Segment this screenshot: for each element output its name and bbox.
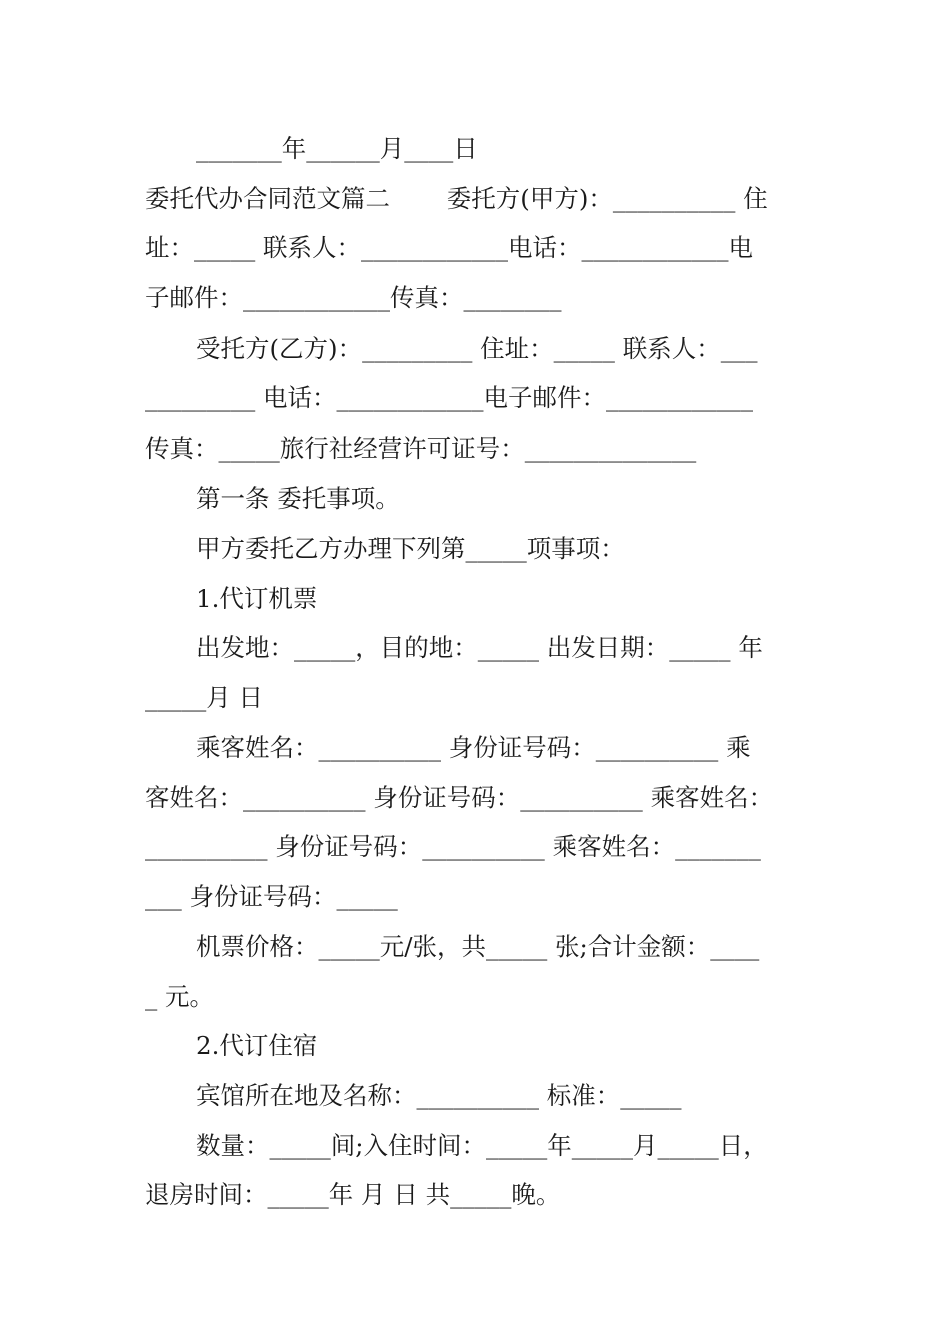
hotel-name-standard-line: 宾馆所在地及名称：__________ 标准：_____ <box>196 1081 682 1110</box>
checkout-line: 退房时间：_____年 月 日 共_____晚。 <box>145 1180 561 1209</box>
agent-fax-license: 传真：_____旅行社经营许可证号：______________ <box>145 434 697 463</box>
ticket-price-line: 机票价格：_____元/张，共_____ 张;合计金额：____ <box>196 932 760 961</box>
principal-address-contact-phone: 址：_____ 联系人：____________电话：____________电 <box>145 233 754 262</box>
section-ticket-heading: 1.代订机票 <box>196 584 318 613</box>
room-checkin-line: 数量：_____间;入住时间：_____年_____月_____日， <box>196 1131 768 1160</box>
section-hotel-heading: 2.代订住宿 <box>196 1031 318 1060</box>
passenger-line-3: __________ 身份证号码：__________ 乘客姓名：_______ <box>145 832 761 861</box>
principal-email-fax: 子邮件：____________传真：________ <box>145 283 562 312</box>
entrusted-items-line: 甲方委托乙方办理下列第_____项事项： <box>196 534 625 563</box>
contract-title-and-principal: 委托代办合同范文篇二 委托方(甲方)：__________ 住 <box>145 184 768 213</box>
passenger-line-4: ___ 身份证号码：_____ <box>145 882 398 911</box>
passenger-line-1: 乘客姓名：__________ 身份证号码：__________ 乘 <box>196 733 751 762</box>
departure-destination-line: 出发地：_____，目的地：_____ 出发日期：_____ 年 <box>196 633 763 662</box>
ticket-price-cont: _ 元。 <box>145 982 215 1011</box>
agent-phone-email: _________ 电话：____________电子邮件：____________ <box>145 383 754 412</box>
departure-date-cont: _____月 日 <box>145 683 264 712</box>
article-one-heading: 第一条 委托事项。 <box>196 484 400 513</box>
passenger-line-2: 客姓名：__________ 身份证号码：__________ 乘客姓名： <box>145 783 774 812</box>
date-line: _______年______月____日 <box>196 134 478 163</box>
agent-party-line: 受托方(乙方)：_________ 住址：_____ 联系人：___ <box>196 334 758 363</box>
